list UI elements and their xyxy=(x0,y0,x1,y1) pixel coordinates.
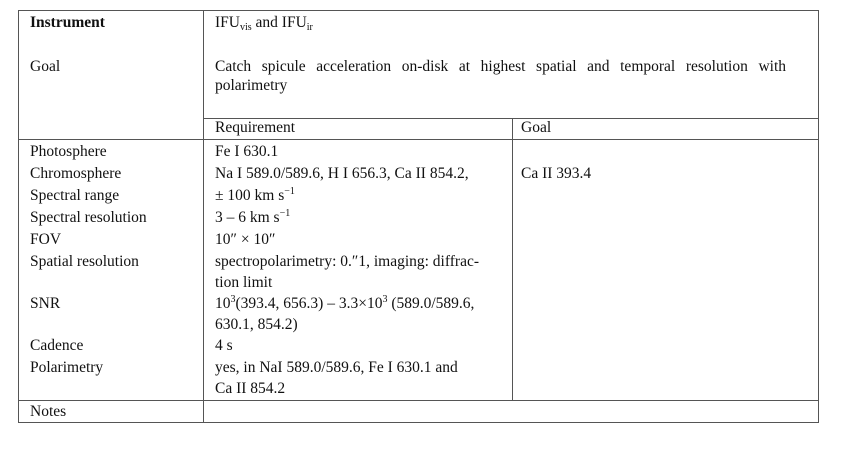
req-fov: 10″ × 10″ xyxy=(215,231,276,248)
req-spectral-resolution: 3 – 6 km $s^{-1}$ xyxy=(215,208,291,226)
row-label-cadence: Cadence xyxy=(30,337,84,354)
req-photosphere: Fe I 630.1 xyxy=(215,143,279,160)
row-label-snr: SNR xyxy=(30,295,61,312)
row-divider-body xyxy=(19,139,818,140)
row-label-spectral-range: Spectral range xyxy=(30,187,120,204)
req-spatial-resolution-line2: tion limit xyxy=(215,274,273,291)
requirement-column-header: Requirement xyxy=(215,119,296,136)
req-polarimetry-line1: yes, in NaI 589.0/589.6, Fe I 630.1 and xyxy=(215,359,458,376)
req-spectral-range: ± 100 km $s^{-1}$ xyxy=(215,186,295,204)
goal-label: Goal xyxy=(30,58,61,75)
col-divider-goal xyxy=(512,118,513,401)
row-label-photosphere: Photosphere xyxy=(30,143,107,160)
row-divider-columns xyxy=(203,118,818,119)
row-divider-notes xyxy=(19,400,818,401)
row-label-chromosphere: Chromosphere xyxy=(30,165,122,182)
goal-column-header: Goal xyxy=(521,119,552,136)
col-divider-main xyxy=(203,11,204,422)
row-label-polarimetry: Polarimetry xyxy=(30,359,104,376)
req-chromosphere: Na I 589.0/589.6, H I 656.3, Ca II 854.2, xyxy=(215,165,469,182)
goal-text: Catch spicule acceleration on-disk at highest spatial and temporal resolution with polarimetry xyxy=(215,58,786,94)
instrument-label: Instrument xyxy=(30,14,105,31)
row-label-spectral-resolution: Spectral resolution xyxy=(30,209,147,226)
goal-chromosphere: Ca II 393.4 xyxy=(521,165,592,182)
req-spatial-resolution-line1: spectropolarimetry: 0.″1, imaging: diffrac- xyxy=(215,253,479,270)
req-polarimetry-line2: Ca II 854.2 xyxy=(215,380,286,397)
req-cadence: 4 s xyxy=(215,337,233,354)
notes-label: Notes xyxy=(30,403,67,420)
req-snr-line2: 630.1, 854.2) xyxy=(215,316,298,333)
row-label-fov: FOV xyxy=(30,231,62,248)
instrument-value: $IFU_{vis}$ and $IFU_{ir}$ xyxy=(215,14,313,33)
req-snr-line1: $10^3(393.4$, $656.3) - 3.3\times 10^3$ (589.0/589.6, xyxy=(215,294,475,312)
row-label-spatial-resolution: Spatial resolution xyxy=(30,253,139,270)
